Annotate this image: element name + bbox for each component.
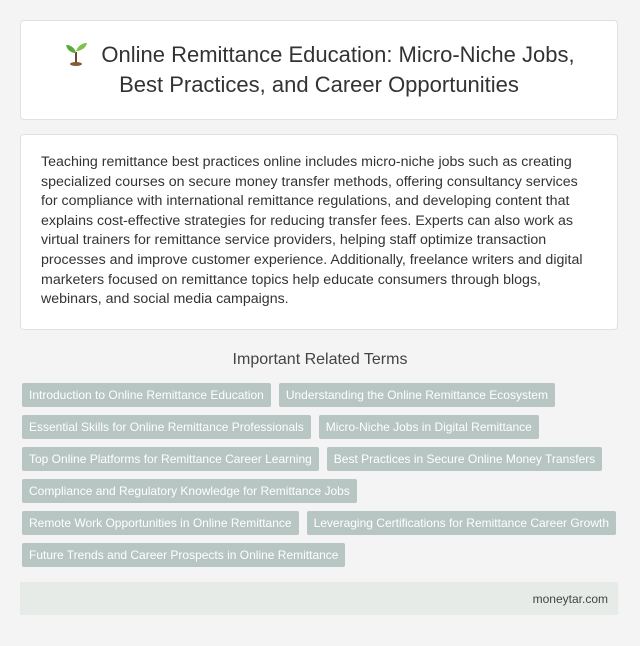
related-term-tag[interactable]: Remote Work Opportunities in Online Remittance	[22, 511, 299, 535]
related-term-tag[interactable]: Future Trends and Career Prospects in Online Remittance	[22, 543, 345, 567]
sprout-icon	[63, 40, 89, 66]
page-title-text: Online Remittance Education: Micro-Niche Jobs, Best Practices, and Career Opportunities	[101, 42, 575, 97]
title-card	[20, 20, 618, 120]
page-title	[21, 40, 617, 100]
related-term-tag[interactable]: Micro-Niche Jobs in Digital Remittance	[319, 415, 539, 439]
related-term-tag[interactable]: Introduction to Online Remittance Education	[22, 383, 271, 407]
description-card	[20, 134, 618, 330]
description-text: Teaching remittance best practices online includes micro-niche jobs such as creating specialized courses on secure money transfer methods, offering consultancy services for compliance with international remittance regulations, and developing content that explains cost-effective strategies for reducing transfer fees. Experts can also work as virtual trainers for remittance service providers, helping staff optimize transaction processes and improve customer experience. Additionally, freelance writers and digital marketers focused on remittance topics help educate consumers through blogs, webinars, and social media campaigns.	[41, 154, 583, 308]
related-term-tag[interactable]: Leveraging Certifications for Remittance Career Growth	[307, 511, 616, 535]
related-terms-list	[22, 383, 622, 567]
footer	[20, 582, 618, 615]
footer-site-link[interactable]: moneytar.com	[532, 591, 608, 606]
related-term-tag[interactable]: Understanding the Online Remittance Ecosystem	[279, 383, 555, 407]
related-term-tag[interactable]: Top Online Platforms for Remittance Career Learning	[22, 447, 319, 471]
related-term-tag[interactable]: Best Practices in Secure Online Money Transfers	[327, 447, 602, 471]
related-terms-heading: Important Related Terms	[232, 351, 408, 368]
related-term-tag[interactable]: Compliance and Regulatory Knowledge for Remittance Jobs	[22, 479, 357, 503]
related-term-tag[interactable]: Essential Skills for Online Remittance Professionals	[22, 415, 311, 439]
